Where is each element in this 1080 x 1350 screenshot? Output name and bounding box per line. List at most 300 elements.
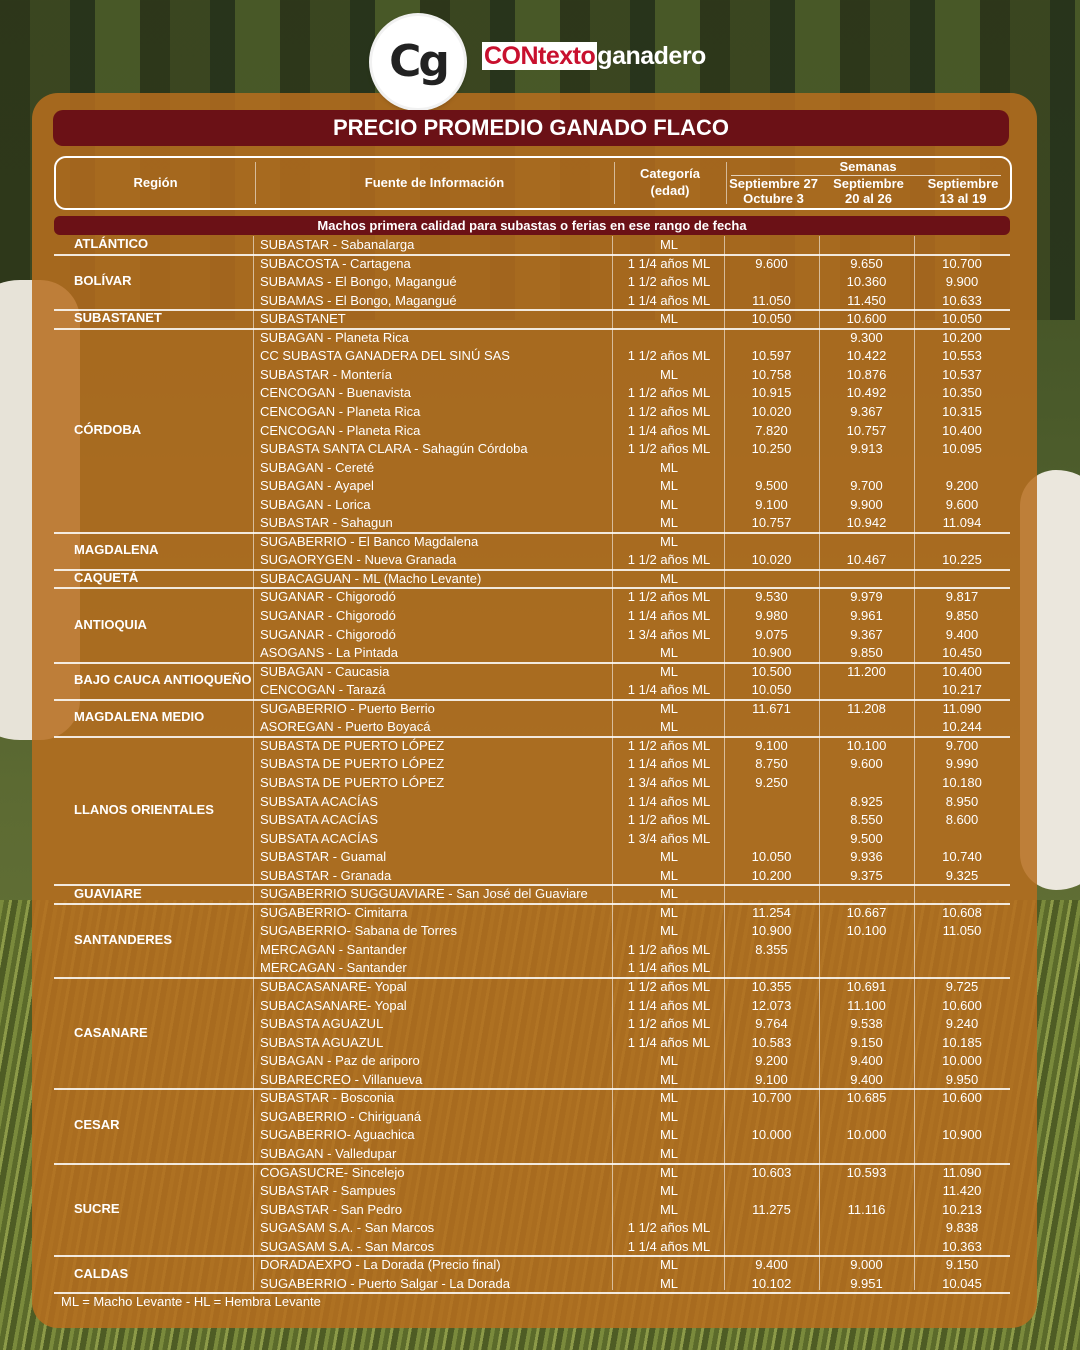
week2-value: 10.600 xyxy=(846,311,887,327)
source-cell: SUGABERRIO - El Banco Magdalena xyxy=(260,533,479,549)
table-row xyxy=(54,384,1010,403)
week3-value: 10.315 xyxy=(942,403,982,419)
week3-value: 10.600 xyxy=(942,1090,982,1106)
table-row xyxy=(54,1182,1010,1201)
week1-value: 10.020 xyxy=(751,552,792,568)
source-cell: SUBASTAR - San Pedro xyxy=(260,1201,403,1217)
source-cell: SUGAORYGEN - Nueva Granada xyxy=(260,552,457,568)
region-label: ATLÁNTICO xyxy=(74,236,149,252)
source-cell: SUGABERRIO - Puerto Berrio xyxy=(260,700,435,716)
region-label: CAQUETÁ xyxy=(74,570,139,586)
category-cell: ML xyxy=(659,719,679,735)
week2-value: 10.685 xyxy=(846,1090,887,1106)
table-row xyxy=(54,236,1010,255)
table-row xyxy=(54,588,1010,607)
source-cell: SUGABERRIO- Sabana de Torres xyxy=(260,923,458,939)
week2-value: 9.979 xyxy=(850,589,883,605)
category-cell: ML xyxy=(659,1201,679,1217)
week3-value: 10.400 xyxy=(942,663,982,679)
category-cell: ML xyxy=(659,478,679,494)
week2-value: 9.300 xyxy=(850,329,883,345)
brand-name-suffix: ganadero xyxy=(597,42,706,70)
week2-value: 9.900 xyxy=(850,496,883,512)
category-cell: 1 3/4 años ML xyxy=(627,830,711,846)
week3-value: 10.185 xyxy=(942,1034,982,1050)
week3-value: 11.050 xyxy=(942,923,982,939)
source-cell: SUBASTA AGUAZUL xyxy=(260,1016,384,1032)
week2-value: 10.492 xyxy=(846,385,887,401)
region-label: ANTIOQUIA xyxy=(74,616,147,632)
week1-value: 9.250 xyxy=(755,774,788,790)
week1-value: 8.750 xyxy=(755,756,788,772)
week3-value: 9.850 xyxy=(945,608,979,623)
category-cell: 1 3/4 años ML xyxy=(627,774,711,790)
table-row xyxy=(54,1238,1010,1257)
week2-value: 9.400 xyxy=(850,1071,883,1087)
category-cell: ML xyxy=(659,1183,679,1199)
source-cell: SUBASTAR - Montería xyxy=(260,366,392,382)
week1-value: 10.900 xyxy=(751,923,792,939)
week2-value: 9.367 xyxy=(850,403,883,419)
week1-value: 10.050 xyxy=(751,682,792,698)
header-source: Fuente de Información xyxy=(364,175,505,190)
week1-value: 10.700 xyxy=(751,1090,792,1106)
week2-value: 9.700 xyxy=(850,478,883,494)
week2-value: 10.593 xyxy=(846,1164,887,1180)
week2-value: 10.876 xyxy=(846,366,887,382)
week2-value: 9.367 xyxy=(850,626,883,642)
category-cell: 1 1/4 años ML xyxy=(627,1034,711,1050)
header-week3-line2: 13 al 19 xyxy=(939,191,987,206)
header-weeks: Semanas xyxy=(839,159,897,174)
region-label: SANTANDERES xyxy=(74,931,172,947)
category-cell: 1 1/2 años ML xyxy=(627,552,711,568)
source-cell: SUGASAM S.A. - San Marcos xyxy=(260,1238,435,1254)
table-row xyxy=(54,1145,1010,1164)
source-cell: SUGABERRIO - Puerto Salgar - La Dorada xyxy=(260,1275,510,1291)
source-cell: SUGABERRIO SUGGUAVIARE - San José del Guaviare xyxy=(260,886,588,902)
source-cell: SUBASTAR - Bosconia xyxy=(260,1090,395,1106)
source-cell: SUBASTA DE PUERTO LÓPEZ xyxy=(260,756,445,772)
source-cell: ASOREGAN - Puerto Boyacá xyxy=(260,719,431,735)
table-row xyxy=(54,607,1010,626)
table-row xyxy=(54,273,1010,292)
source-cell: CC SUBASTA GANADERA DEL SINÚ SAS xyxy=(260,348,510,364)
table-row xyxy=(54,830,1010,849)
category-cell: 1 1/4 años ML xyxy=(627,608,711,623)
week1-value: 10.020 xyxy=(751,403,792,419)
region-label: CALDAS xyxy=(74,1265,129,1281)
table-row xyxy=(54,848,1010,867)
week1-value: 9.100 xyxy=(755,737,788,753)
week2-value: 10.000 xyxy=(846,1127,887,1143)
table-row xyxy=(54,1126,1010,1145)
table-row xyxy=(54,904,1010,923)
week2-value: 9.538 xyxy=(850,1016,883,1032)
table-row xyxy=(54,997,1010,1016)
header-week3-line1: Septiembre xyxy=(927,176,999,191)
week3-value: 10.633 xyxy=(942,292,982,308)
category-cell: ML xyxy=(659,1108,679,1124)
category-cell: ML xyxy=(659,1071,679,1087)
week3-value: 9.725 xyxy=(945,979,979,994)
category-cell: ML xyxy=(659,1127,679,1143)
week1-value: 9.600 xyxy=(755,255,788,271)
week3-value: 10.095 xyxy=(942,441,982,457)
table-row xyxy=(54,1108,1010,1127)
week3-value: 9.700 xyxy=(945,737,979,753)
week1-value: 8.355 xyxy=(755,941,788,957)
week3-value: 9.900 xyxy=(945,274,979,290)
category-cell: 1 1/2 años ML xyxy=(627,441,711,457)
table-row xyxy=(54,737,1010,756)
category-cell: 1 1/4 años ML xyxy=(627,292,711,308)
week3-value: 10.363 xyxy=(942,1238,982,1254)
header-week2-line1: Septiembre xyxy=(833,176,904,191)
week1-value: 11.671 xyxy=(752,700,791,716)
source-cell: SUBASTAR - Granada xyxy=(260,867,392,883)
week1-value: 10.050 xyxy=(751,311,792,327)
source-cell: CENCOGAN - Buenavista xyxy=(260,385,411,401)
week1-value: 11.275 xyxy=(752,1201,791,1217)
table-row xyxy=(54,1015,1010,1034)
category-cell: ML xyxy=(659,311,679,327)
week1-value: 10.355 xyxy=(751,979,792,994)
table-header xyxy=(54,156,1012,210)
table-row xyxy=(54,774,1010,793)
source-cell: SUBSATA ACACÍAS xyxy=(260,812,379,828)
source-cell: SUBASTA SANTA CLARA - Sahagún Córdoba xyxy=(260,441,528,457)
week3-value: 10.200 xyxy=(942,329,982,345)
category-cell: ML xyxy=(659,1090,679,1106)
table-row xyxy=(54,440,1010,459)
source-cell: SUBAGAN - Cereté xyxy=(260,459,375,475)
category-cell: ML xyxy=(659,515,679,531)
category-cell: ML xyxy=(659,496,679,512)
table-row xyxy=(54,533,1010,552)
week3-value: 8.600 xyxy=(945,812,979,828)
source-cell: SUGANAR - Chigorodó xyxy=(260,608,396,623)
region-label: CÓRDOBA xyxy=(74,421,142,437)
brand-name xyxy=(482,42,706,71)
week3-value: 9.400 xyxy=(945,626,979,642)
source-cell: SUBAMAS - El Bongo, Magangué xyxy=(260,292,457,308)
week3-value: 10.700 xyxy=(942,255,982,271)
brand-logo-mark: Cg xyxy=(389,36,447,87)
category-cell: 1 1/4 años ML xyxy=(627,997,711,1013)
week3-value: 11.090 xyxy=(942,1164,982,1180)
region-label: SUCRE xyxy=(74,1200,120,1216)
category-cell: 1 1/2 años ML xyxy=(627,941,711,957)
week3-value: 10.180 xyxy=(942,774,982,790)
week3-value: 9.600 xyxy=(945,496,979,512)
source-cell: CENCOGAN - Tarazá xyxy=(260,682,386,698)
week2-value: 10.667 xyxy=(846,904,887,920)
week3-value: 10.225 xyxy=(942,552,982,568)
category-cell: ML xyxy=(659,366,679,382)
source-cell: SUBAMAS - El Bongo, Magangué xyxy=(260,274,457,290)
source-cell: CENCOGAN - Planeta Rica xyxy=(260,422,421,438)
source-cell: SUGABERRIO- Aguachica xyxy=(260,1127,415,1143)
source-cell: SUGABERRIO- Cimitarra xyxy=(260,904,408,920)
source-cell: ASOGANS - La Pintada xyxy=(260,645,399,661)
category-cell: ML xyxy=(659,645,679,661)
brand-name-prefix: CONtexto xyxy=(484,42,596,70)
week1-value: 11.050 xyxy=(752,292,791,308)
category-cell: ML xyxy=(659,1275,679,1291)
table-row xyxy=(54,978,1010,997)
header-category-line2: (edad) xyxy=(650,183,690,198)
table-row xyxy=(54,1201,1010,1220)
table-row xyxy=(54,959,1010,978)
category-cell: ML xyxy=(659,849,679,865)
region-label: LLANOS ORIENTALES xyxy=(74,802,214,818)
category-cell: 1 1/4 años ML xyxy=(627,793,711,809)
category-cell: ML xyxy=(659,570,679,586)
week1-value: 9.764 xyxy=(755,1016,788,1032)
category-cell: ML xyxy=(659,700,679,716)
week2-value: 9.600 xyxy=(850,756,883,772)
week2-value: 9.951 xyxy=(850,1275,883,1291)
category-cell: 1 1/4 años ML xyxy=(627,1238,711,1254)
source-cell: SUBASTA DE PUERTO LÓPEZ xyxy=(260,737,445,753)
week3-value: 9.325 xyxy=(945,867,979,883)
week3-value: 10.600 xyxy=(942,997,982,1013)
table-row xyxy=(54,570,1010,589)
source-cell: SUBAGAN - Paz de ariporo xyxy=(260,1053,420,1069)
table-row xyxy=(54,1034,1010,1053)
table-row xyxy=(54,422,1010,441)
category-cell: 1 1/2 años ML xyxy=(627,737,711,753)
header-week2-line2: 20 al 26 xyxy=(845,191,892,206)
week1-value: 9.075 xyxy=(755,626,788,642)
week3-value: 11.094 xyxy=(942,515,982,531)
source-cell: SUBACOSTA - Cartagena xyxy=(260,255,411,271)
week2-value: 11.100 xyxy=(847,997,886,1013)
category-cell: ML xyxy=(659,1257,679,1273)
week1-value: 9.200 xyxy=(755,1053,788,1069)
source-cell: MERCAGAN - Santander xyxy=(260,960,407,976)
table-row xyxy=(54,1089,1010,1108)
source-cell: SUGASAM S.A. - San Marcos xyxy=(260,1220,435,1236)
week2-value: 9.150 xyxy=(850,1034,883,1050)
table-row xyxy=(54,1071,1010,1090)
source-cell: COGASUCRE- Sincelejo xyxy=(260,1164,405,1180)
table-row xyxy=(54,867,1010,886)
week1-value: 10.500 xyxy=(751,663,792,679)
source-cell: SUBSATA ACACÍAS xyxy=(260,830,379,846)
week1-value: 10.000 xyxy=(751,1127,792,1143)
table-row xyxy=(54,1164,1010,1183)
week1-value: 12.073 xyxy=(751,997,792,1013)
table-row xyxy=(54,1256,1010,1275)
category-cell: 1 1/4 años ML xyxy=(627,422,711,438)
category-cell: 1 1/4 años ML xyxy=(627,255,711,271)
week3-value: 10.000 xyxy=(942,1053,982,1069)
week2-value: 10.942 xyxy=(846,515,887,531)
week1-value: 10.583 xyxy=(751,1034,792,1050)
week1-value: 9.530 xyxy=(755,589,788,605)
week3-value: 9.990 xyxy=(945,756,979,772)
source-cell: SUBASTAR - Guamal xyxy=(260,849,387,865)
region-label: SUBASTANET xyxy=(74,310,162,326)
table-row xyxy=(54,310,1010,329)
category-cell: ML xyxy=(659,886,679,902)
week1-value: 10.603 xyxy=(751,1164,792,1180)
week2-value: 10.422 xyxy=(846,348,887,364)
week3-value: 10.900 xyxy=(942,1127,982,1143)
week2-value: 11.450 xyxy=(847,292,886,308)
table-row xyxy=(54,514,1010,533)
table-row xyxy=(54,496,1010,515)
table-row xyxy=(54,366,1010,385)
week1-value: 10.915 xyxy=(751,385,792,401)
category-cell: 1 1/2 años ML xyxy=(627,589,711,605)
week2-value: 9.850 xyxy=(850,645,883,661)
table-row xyxy=(54,347,1010,366)
page-title: PRECIO PROMEDIO GANADO FLACO xyxy=(53,110,1009,146)
week1-value: 10.050 xyxy=(751,849,792,865)
week3-value: 10.350 xyxy=(942,385,982,401)
table-row xyxy=(54,459,1010,478)
week3-value: 10.400 xyxy=(942,422,982,438)
category-cell: ML xyxy=(659,867,679,883)
week3-value: 10.537 xyxy=(942,366,982,382)
category-cell: ML xyxy=(659,459,679,475)
source-cell: SUBASTA AGUAZUL xyxy=(260,1034,384,1050)
week1-value: 10.758 xyxy=(751,366,792,382)
week2-value: 11.200 xyxy=(847,663,886,679)
table-row xyxy=(54,885,1010,904)
header-week1-line2: Octubre 3 xyxy=(743,191,804,206)
category-cell: 1 1/4 años ML xyxy=(627,682,711,698)
region-label: BAJO CAUCA ANTIOQUEÑO xyxy=(74,672,252,688)
week3-value: 10.217 xyxy=(942,682,982,698)
week1-value: 10.250 xyxy=(751,441,792,457)
category-cell: 1 1/2 años ML xyxy=(627,1016,711,1032)
week3-value: 10.244 xyxy=(942,719,982,735)
category-cell: ML xyxy=(659,533,679,549)
category-cell: ML xyxy=(659,1145,679,1161)
week3-value: 9.150 xyxy=(945,1257,979,1273)
region-label: CASANARE xyxy=(74,1024,148,1040)
source-cell: SUBACASANARE- Yopal xyxy=(260,979,407,994)
week2-value: 10.691 xyxy=(846,979,887,994)
header-category-line1: Categoría xyxy=(640,166,700,181)
region-label: MAGDALENA xyxy=(74,542,159,558)
week1-value: 10.900 xyxy=(751,645,792,661)
category-cell: ML xyxy=(659,923,679,939)
week3-value: 10.213 xyxy=(942,1201,982,1217)
week1-value: 9.400 xyxy=(755,1257,788,1273)
table-row xyxy=(54,255,1010,274)
category-cell: 1 1/2 años ML xyxy=(627,979,711,994)
category-cell: ML xyxy=(659,904,679,920)
week2-value: 9.936 xyxy=(850,849,883,865)
week2-value: 9.375 xyxy=(850,867,883,883)
week1-value: 10.597 xyxy=(751,348,792,364)
week3-value: 11.090 xyxy=(942,700,982,716)
header-week1-line1: Septiembre 27 xyxy=(729,176,818,191)
source-cell: MERCAGAN - Santander xyxy=(260,941,407,957)
footnote: ML = Macho Levante - HL = Hembra Levante xyxy=(61,1294,321,1309)
week1-value: 10.102 xyxy=(751,1275,792,1291)
week1-value: 7.820 xyxy=(755,422,788,438)
table-row xyxy=(54,644,1010,663)
category-cell: 1 1/2 años ML xyxy=(627,274,711,290)
week3-value: 10.050 xyxy=(942,311,982,327)
category-cell: ML xyxy=(659,1053,679,1069)
table-row xyxy=(54,1219,1010,1238)
week3-value: 8.950 xyxy=(945,793,979,809)
source-cell: SUBAGAN - Valledupar xyxy=(260,1145,397,1161)
source-cell: SUGANAR - Chigorodó xyxy=(260,589,396,605)
table-row xyxy=(54,1052,1010,1071)
week2-value: 9.400 xyxy=(850,1053,883,1069)
week1-value: 9.100 xyxy=(755,496,788,512)
week2-value: 10.100 xyxy=(846,737,887,753)
category-cell: 1 1/4 años ML xyxy=(627,960,711,976)
week3-value: 9.200 xyxy=(945,478,979,494)
source-cell: SUBARECREO - Villanueva xyxy=(260,1071,423,1087)
week3-value: 10.553 xyxy=(942,348,982,364)
table-row xyxy=(54,329,1010,348)
week3-value: 9.838 xyxy=(945,1220,979,1236)
week3-value: 9.950 xyxy=(945,1071,979,1087)
source-cell: SUBASTA DE PUERTO LÓPEZ xyxy=(260,774,445,790)
category-cell: 1 1/2 años ML xyxy=(627,403,711,419)
category-cell: ML xyxy=(659,1164,679,1180)
table-row xyxy=(54,755,1010,774)
brand-logo xyxy=(372,16,464,108)
table-row xyxy=(54,922,1010,941)
week2-value: 9.500 xyxy=(850,830,883,846)
week1-value: 9.500 xyxy=(755,478,788,494)
week1-value: 10.200 xyxy=(751,867,792,883)
category-cell: 1 1/2 años ML xyxy=(627,385,711,401)
source-cell: SUBAGAN - Lorica xyxy=(260,496,371,512)
category-cell: 1 1/2 años ML xyxy=(627,1220,711,1236)
week3-value: 9.817 xyxy=(945,589,979,605)
week2-value: 8.550 xyxy=(850,812,883,828)
header-region: Región xyxy=(133,175,178,190)
category-cell: 1 1/2 años ML xyxy=(627,812,711,828)
week3-value: 10.450 xyxy=(942,645,982,661)
source-cell: SUBAGAN - Caucasia xyxy=(260,663,390,679)
category-cell: 1 1/4 años ML xyxy=(627,756,711,772)
source-cell: CENCOGAN - Planeta Rica xyxy=(260,403,421,419)
week2-value: 9.913 xyxy=(850,441,883,457)
source-cell: SUBASTANET xyxy=(260,311,346,327)
week2-value: 9.961 xyxy=(850,608,883,623)
table-row xyxy=(54,403,1010,422)
source-cell: DORADAEXPO - La Dorada (Precio final) xyxy=(260,1257,501,1273)
table-row xyxy=(54,1275,1010,1294)
week2-value: 10.100 xyxy=(846,923,887,939)
source-cell: SUBAGAN - Ayapel xyxy=(260,478,374,494)
source-cell: SUGABERRIO - Chiriguaná xyxy=(260,1108,422,1124)
table-row xyxy=(54,626,1010,645)
week2-value: 9.650 xyxy=(850,255,883,271)
category-cell: 1 3/4 años ML xyxy=(627,626,711,642)
source-cell: SUBASTAR - Sampues xyxy=(260,1183,396,1199)
week1-value: 9.980 xyxy=(755,608,788,623)
week3-value: 11.420 xyxy=(942,1183,982,1199)
week3-value: 10.740 xyxy=(942,849,982,865)
week2-value: 9.000 xyxy=(850,1257,883,1273)
source-cell: SUBSATA ACACÍAS xyxy=(260,793,379,809)
source-cell: SUBASTAR - Sabanalarga xyxy=(260,237,415,252)
